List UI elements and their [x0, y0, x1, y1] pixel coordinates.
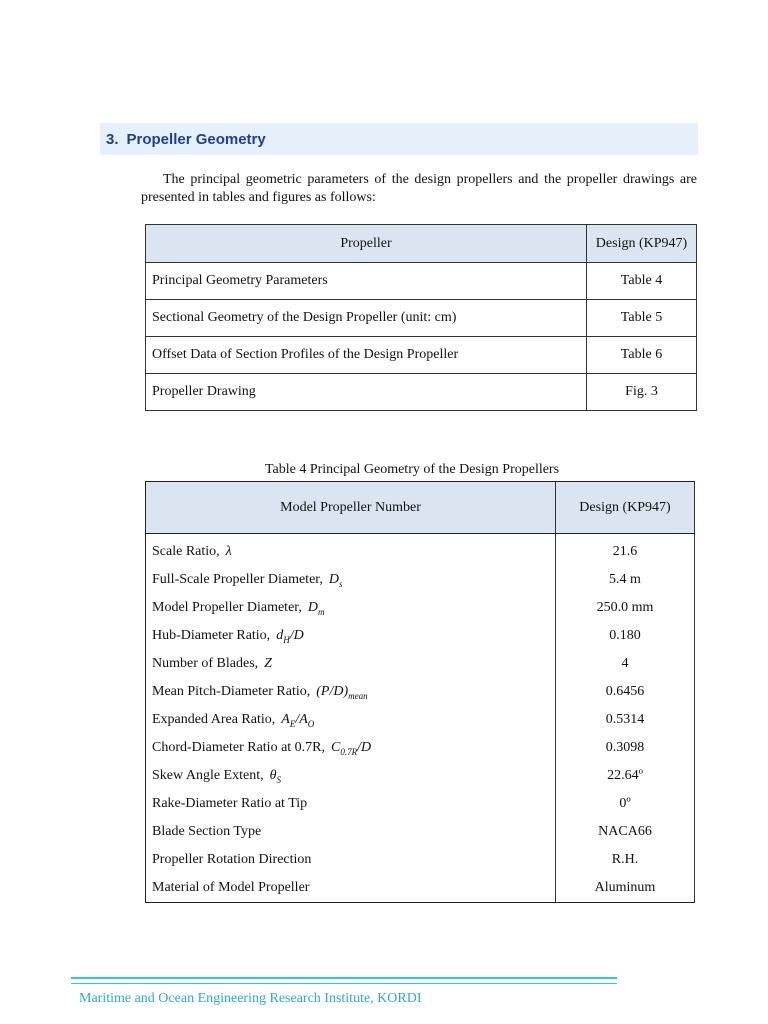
header-design: Design (KP947): [556, 482, 695, 534]
intro-paragraph: The principal geometric parameters of the design propellers and the propeller drawings are presented in tables and figures as follows:: [141, 172, 697, 205]
row-ref: Fig. 3: [587, 374, 697, 411]
table-row: [146, 678, 695, 706]
symbol-subscript: 0.7R: [340, 746, 358, 757]
parameter-cell: [146, 874, 556, 903]
table-row: [146, 594, 695, 622]
geometry-rows: [146, 534, 695, 903]
parameter-value: 4: [556, 650, 695, 678]
table-row: [146, 650, 695, 678]
header-design: Design (KP947): [587, 225, 697, 263]
parameter-value: NACA66: [556, 818, 695, 846]
parameter-cell: [146, 846, 556, 874]
symbol-main: θ: [269, 767, 277, 783]
symbol-main: D: [307, 599, 319, 615]
parameter-label: Mean Pitch-Diameter Ratio,: [152, 683, 311, 699]
table-row: [146, 734, 695, 762]
symbol-main: λ: [225, 544, 232, 559]
parameter-value: 21.6: [556, 534, 695, 567]
symbol-divisor: /D: [289, 627, 304, 643]
parameter-label: Material of Model Propeller: [152, 880, 310, 895]
row-item: Sectional Geometry of the Design Propeller (unit: cm): [146, 300, 587, 337]
table-row: [146, 374, 697, 411]
header-propeller: Propeller: [146, 225, 587, 263]
parameter-label: Hub-Diameter Ratio,: [152, 627, 271, 643]
header-model-propeller-number: Model Propeller Number: [146, 482, 556, 534]
table-header-row: [146, 482, 695, 534]
parameter-symbol: [281, 712, 314, 727]
footer-institute: Maritime and Ocean Engineering Research Institute, KORDI: [79, 991, 422, 1006]
symbol-main: D: [328, 571, 340, 587]
parameter-cell: [146, 594, 556, 622]
symbol-main: (P/D): [316, 683, 349, 699]
symbol-subscript: S: [276, 774, 281, 785]
parameter-symbol: [329, 572, 343, 587]
section-number: 3.: [106, 130, 119, 148]
parameter-label: Full-Scale Propeller Diameter,: [152, 571, 323, 587]
symbol-subscript: E: [289, 718, 296, 729]
parameter-label: Rake-Diameter Ratio at Tip: [152, 796, 308, 811]
table-header-row: [146, 225, 697, 263]
parameter-symbol: [270, 768, 281, 783]
symbol-subscript: H: [283, 634, 290, 645]
row-item: Propeller Drawing: [146, 374, 587, 411]
row-ref: Table 5: [587, 300, 697, 337]
table-row: [146, 874, 695, 903]
parameter-label: Scale Ratio,: [152, 544, 220, 559]
parameter-value: 0.5314: [556, 706, 695, 734]
parameter-symbol: [316, 684, 367, 699]
table-row: [146, 534, 695, 567]
parameter-label: Number of Blades,: [152, 656, 259, 671]
parameter-value: 0.3098: [556, 734, 695, 762]
table-row: [146, 706, 695, 734]
parameter-value: Aluminum: [556, 874, 695, 903]
symbol-subscript: s: [339, 578, 343, 589]
table-row: [146, 622, 695, 650]
parameter-cell: [146, 706, 556, 734]
footer-rule: [71, 977, 617, 984]
parameter-symbol: [226, 544, 232, 559]
parameter-symbol: [276, 628, 304, 643]
parameter-symbol: [264, 656, 272, 671]
symbol-subscript: mean: [348, 690, 368, 701]
row-ref: Table 6: [587, 337, 697, 374]
parameter-cell: [146, 734, 556, 762]
parameter-value: 5.4 m: [556, 566, 695, 594]
parameter-cell: [146, 790, 556, 818]
symbol-main: Z: [264, 656, 272, 671]
parameter-label: Expanded Area Ratio,: [152, 711, 276, 727]
row-item: Offset Data of Section Profiles of the Design Propeller: [146, 337, 587, 374]
section-heading: [100, 123, 698, 155]
table-row: [146, 762, 695, 790]
parameter-value: 250.0 mm: [556, 594, 695, 622]
table-row: [146, 337, 697, 374]
propeller-reference-table: [145, 224, 697, 411]
parameter-label: Blade Section Type: [152, 824, 262, 839]
table-row: [146, 790, 695, 818]
parameter-cell: [146, 762, 556, 790]
symbol-main: d: [276, 627, 284, 643]
principal-geometry-table: [145, 481, 695, 903]
table-row: [146, 263, 697, 300]
symbol-divisor: /D: [357, 739, 372, 755]
row-item: Principal Geometry Parameters: [146, 263, 587, 300]
table-row: [146, 300, 697, 337]
symbol-divisor: /A: [295, 711, 308, 727]
symbol-subscript: m: [318, 606, 325, 617]
table-caption: Table 4 Principal Geometry of the Design Propellers: [264, 462, 560, 477]
parameter-cell: [146, 534, 556, 567]
parameter-value: 0.180: [556, 622, 695, 650]
parameter-value: 0.6456: [556, 678, 695, 706]
parameter-symbol: [331, 740, 371, 755]
row-ref: Table 4: [587, 263, 697, 300]
symbol-main: A: [281, 711, 290, 727]
table-row: [146, 566, 695, 594]
table-row: [146, 818, 695, 846]
section-title: Propeller Geometry: [126, 130, 266, 148]
parameter-label: Model Propeller Diameter,: [152, 599, 302, 615]
parameter-value: 0º: [556, 790, 695, 818]
parameter-cell: [146, 678, 556, 706]
parameter-cell: [146, 650, 556, 678]
parameter-label: Skew Angle Extent,: [152, 767, 264, 783]
parameter-cell: [146, 566, 556, 594]
parameter-cell: [146, 818, 556, 846]
parameter-label: Propeller Rotation Direction: [152, 852, 312, 867]
symbol-main: C: [331, 739, 341, 755]
table-row: [146, 846, 695, 874]
parameter-cell: [146, 622, 556, 650]
parameter-symbol: [308, 600, 325, 615]
symbol-subscript: O: [307, 718, 315, 729]
parameter-value: R.H.: [556, 846, 695, 874]
parameter-label: Chord-Diameter Ratio at 0.7R,: [152, 739, 326, 755]
parameter-value: 22.64º: [556, 762, 695, 790]
